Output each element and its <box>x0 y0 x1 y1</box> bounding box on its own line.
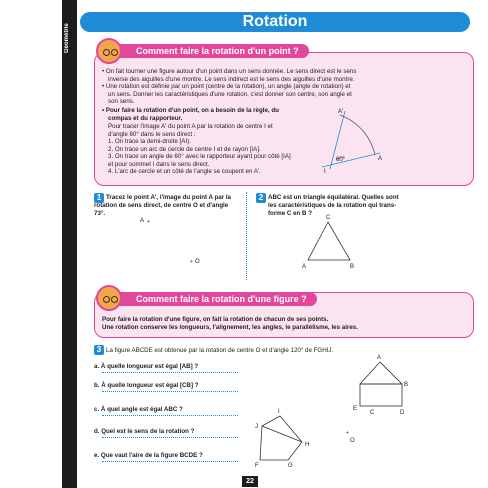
lesson-line: d'angle 60° dans le sens direct : <box>108 130 196 138</box>
shape-roof <box>360 362 402 384</box>
question-c: c. À quel angle est égal ABC ? <box>94 406 183 413</box>
shape-square <box>360 384 402 406</box>
answer-line[interactable] <box>102 391 238 392</box>
point-A-mark: + <box>147 219 150 225</box>
label-A: A <box>302 264 307 270</box>
label-C: C <box>326 215 331 221</box>
section-header-point: Comment faire la rotation d'un point ? <box>106 44 309 58</box>
point-O-label: O <box>195 259 200 265</box>
label-A: A <box>378 156 383 162</box>
avatar-icon <box>96 38 122 64</box>
avatar-icon <box>96 285 122 311</box>
exercise1-figure <box>120 212 240 272</box>
exercise-number: 3 <box>94 345 104 355</box>
label-O: O <box>350 438 355 444</box>
label-G: G <box>288 463 293 469</box>
exercise-text: forme C en B ? <box>268 210 313 217</box>
page-title: Rotation <box>80 12 470 32</box>
point-O-mark: + <box>346 430 349 436</box>
answer-line[interactable] <box>102 415 238 416</box>
question-d: d. Quel est le sens de la rotation ? <box>94 428 195 435</box>
answer-line[interactable] <box>102 461 238 462</box>
triangle-ABC <box>308 222 350 260</box>
exercise-text: les caractéristiques de la rotation qui trans- <box>268 202 397 209</box>
point-A-label: A <box>140 218 145 224</box>
lesson-line: un sens. Donner les caractéristiques d'une rotation, c'est donner son centre, son angle et <box>108 90 352 98</box>
lesson-line: compas et du rapporteur. <box>108 114 183 122</box>
exercise-number: 1 <box>94 193 104 203</box>
lesson-line: • Une rotation est définie par un point (centre de la rotation), un angle (angle de rotation) et <box>102 83 351 90</box>
exercise-text: ABC est un triangle équilatéral. Quelles sont <box>268 194 399 201</box>
label-C: C <box>370 410 375 416</box>
lesson-line: Pour faire la rotation d'une figure, on fait la rotation de chacun de ses points. <box>102 316 329 323</box>
sidebar-label: Géométrie <box>64 23 70 53</box>
question-e: e. Que vaut l'aire de la figure BCDE ? <box>94 452 203 459</box>
label-A-prime: A' <box>338 109 344 115</box>
label-D: D <box>400 410 405 416</box>
lesson-line: son sens. <box>108 98 135 105</box>
exercise-text: rotation de sens direct, de centre O et d'angle <box>94 202 229 209</box>
lesson-step: 2. On trace un arc de cercle de centre I et de rayon [IA]. <box>108 145 261 153</box>
sidebar <box>62 0 77 488</box>
lesson-step: 3. On trace un angle de 60° avec le rapporteur ayant pour côté [IA] <box>108 153 291 160</box>
point-O-mark: + <box>190 259 193 265</box>
question-a: a. À quelle longueur est égal [AB] ? <box>94 363 199 370</box>
exercise-text: 73°. <box>94 210 106 217</box>
label-E: E <box>353 406 358 412</box>
page-number: 22 <box>242 476 258 487</box>
lesson-line: • On fait tourner une figure autour d'un point dans un sens donnée. Le sens direct est le sens <box>102 68 357 75</box>
lesson-line: inverse des aiguilles d'une montre. Le sens indirect est le sens des aiguilles d'une montre. <box>108 75 355 83</box>
lesson-line: Pour tracer l'image A' du point A par la rotation de centre I et <box>108 123 273 130</box>
label-H: H <box>305 442 310 448</box>
section-header-figure: Comment faire la rotation d'une figure ? <box>106 292 317 306</box>
question-b: b. À quelle longueur est égal [CB] ? <box>94 382 199 389</box>
column-divider <box>246 192 247 280</box>
exercise3-figure <box>250 352 430 470</box>
lesson-step: et pour sommet I dans le sens direct. <box>108 160 210 168</box>
shape-diagonal <box>262 426 302 442</box>
rotation-figure <box>300 105 390 180</box>
answer-line[interactable] <box>102 437 238 438</box>
lesson-line: Une rotation conserve les longueurs, l'alignement, les angles, le parallélisme, les aires. <box>102 324 358 331</box>
label-F: F <box>255 463 259 469</box>
lesson-step: 4. L'arc de cercle et un côté de l'angle se coupent en A'. <box>108 168 261 175</box>
label-I: I <box>324 169 326 175</box>
triangle-figure <box>300 214 370 270</box>
shape-FGHIJ <box>260 416 302 460</box>
exercise-intro: La figure ABCDE est obtenue par la rotation de centre O et d'angle 120° de FGHIJ. <box>106 347 334 354</box>
answer-line[interactable] <box>102 372 238 373</box>
exercise-text: Tracez le point A', l'image du point A par la <box>106 194 231 201</box>
lesson-line: • Pour faire la rotation d'un point, on a besoin de la règle, du <box>102 107 279 114</box>
lesson-step: 1. On trace la demi-droite [AI). <box>108 138 191 145</box>
label-B: B <box>404 382 409 388</box>
exercise-number: 2 <box>256 193 266 203</box>
label-J: J <box>255 424 258 430</box>
label-I: I <box>278 409 280 415</box>
label-B: B <box>350 264 355 270</box>
label-angle: 60° <box>336 157 346 163</box>
label-A: A <box>377 355 382 361</box>
arc <box>340 115 375 155</box>
